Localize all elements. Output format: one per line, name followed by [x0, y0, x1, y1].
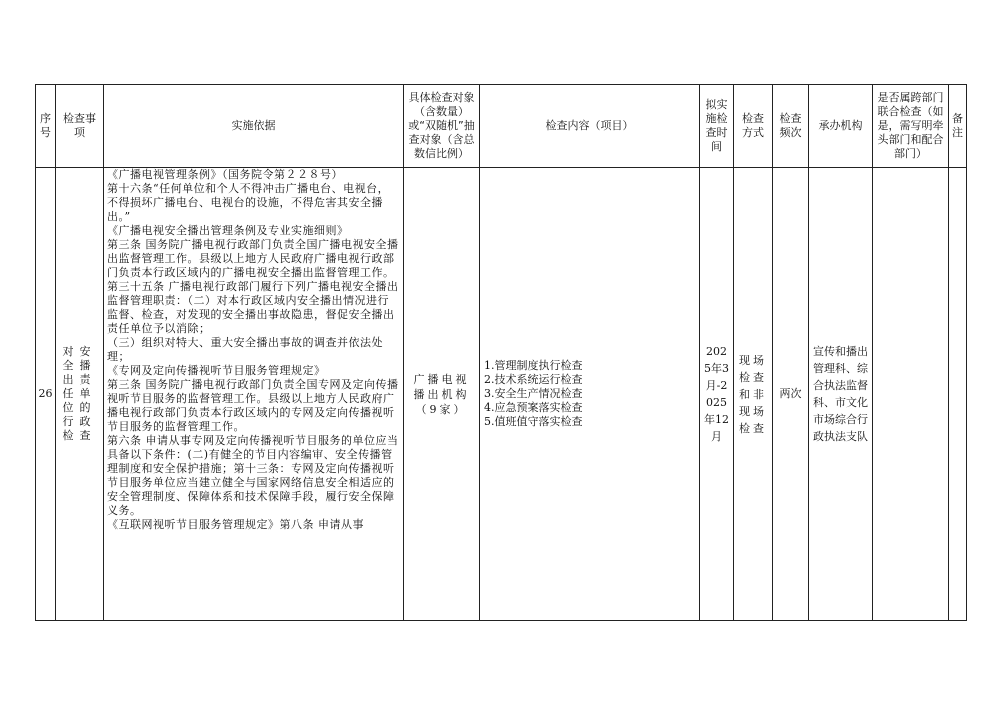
header-freq: 检查频次 [773, 85, 809, 168]
header-agency: 承办机构 [809, 85, 873, 168]
content-item: 1.管理制度执行检查 [484, 359, 583, 372]
cell-freq: 两次 [773, 168, 809, 621]
cell-agency: 宣传和播出管理科、综合执法监督科、市文化市场综合行政执法支队 [809, 168, 873, 621]
cell-method: 现场检查和非现场检查 [734, 168, 773, 621]
cell-item: 对安全播出责任单位的行政检查 [56, 168, 104, 621]
content-item: 3.安全生产情况检查 [484, 387, 583, 400]
header-object: 具体检查对象（含数量）或“双随机”抽查对象（含总数信比例） [404, 85, 480, 168]
header-remark: 备注 [949, 85, 967, 168]
table-row [36, 168, 967, 621]
content-item: 4.应急预案落实检查 [484, 401, 583, 414]
basis-line: 《广播电视管理条例》（国务院令第２２８号） [107, 168, 343, 181]
basis-line: 第十六条“任何单位和个人不得冲击广播电台、电视台，不得损坏广播电台、电视台的设施，不得危害其安全播出。” [107, 182, 390, 223]
cell-time: 2025年3月-2025年12月 [700, 168, 734, 621]
basis-line: 第三条 国务院广播电视行政部门负责全国广播电视安全播出监督管理工作。县级以上地方人民政府广播电视行政部门负责本行政区域内的广播电视安全播出监督管理工作。 [107, 238, 399, 279]
header-time: 拟实施检查时间 [700, 85, 734, 168]
basis-line: 第六条 申请从事专网及定向传播视听节目服务的单位应当具备以下条件：(二)有健全的节目内容编审、安全传播管理制度和安全保护措施；第十三条：专网及定向传播视听节目服务单位应当建立健全与国家网络信息安全相适应的安全管理制度、保障体系和技术保障手段，履行安全保障义务。 [107, 434, 399, 517]
inspection-table [35, 84, 967, 621]
header-item: 检查事项 [56, 85, 104, 168]
basis-line: （三）组织对特大、重大安全播出事故的调查并依法处理； [107, 336, 383, 363]
basis-line: 《专网及定向传播视听节目服务管理规定》 [107, 364, 326, 377]
header-basis: 实施依据 [104, 85, 404, 168]
cell-remark [949, 168, 967, 621]
basis-line: 《互联网视听节目服务管理规定》第八条 申请从事 [107, 518, 364, 531]
cell-joint [873, 168, 949, 621]
basis-line: 第三十五条 广播电视行政部门履行下列广播电视安全播出监督管理职责：（二）对本行政区域内安全播出情况进行监督、检查，对发现的安全播出事故隐患，督促安全播出责任单位予以消除； [107, 280, 399, 335]
cell-content [480, 168, 700, 621]
header-row [36, 85, 967, 168]
basis-line: 《广播电视安全播出管理条例及专业实施细则》 [107, 224, 349, 237]
basis-line: 第三条 国务院广播电视行政部门负责全国专网及定向传播视听节目服务的监督管理工作。县级以上地方人民政府广播电视行政部门负责本行政区域内的专网及定向传播视听节目服务的监督管理工作。 [107, 378, 399, 433]
header-joint: 是否属跨部门联合检查（如是，需写明牵头部门和配合部门） [873, 85, 949, 168]
content-item: 2.技术系统运行检查 [484, 373, 583, 386]
cell-basis [104, 168, 404, 621]
cell-no: 26 [36, 168, 56, 621]
header-method: 检查方式 [734, 85, 773, 168]
content-item: 5.值班值守落实检查 [484, 415, 583, 428]
header-content: 检查内容（项目） [480, 85, 700, 168]
header-no: 序号 [36, 85, 56, 168]
cell-object: 广播电视播出机构（9家） [404, 168, 480, 621]
